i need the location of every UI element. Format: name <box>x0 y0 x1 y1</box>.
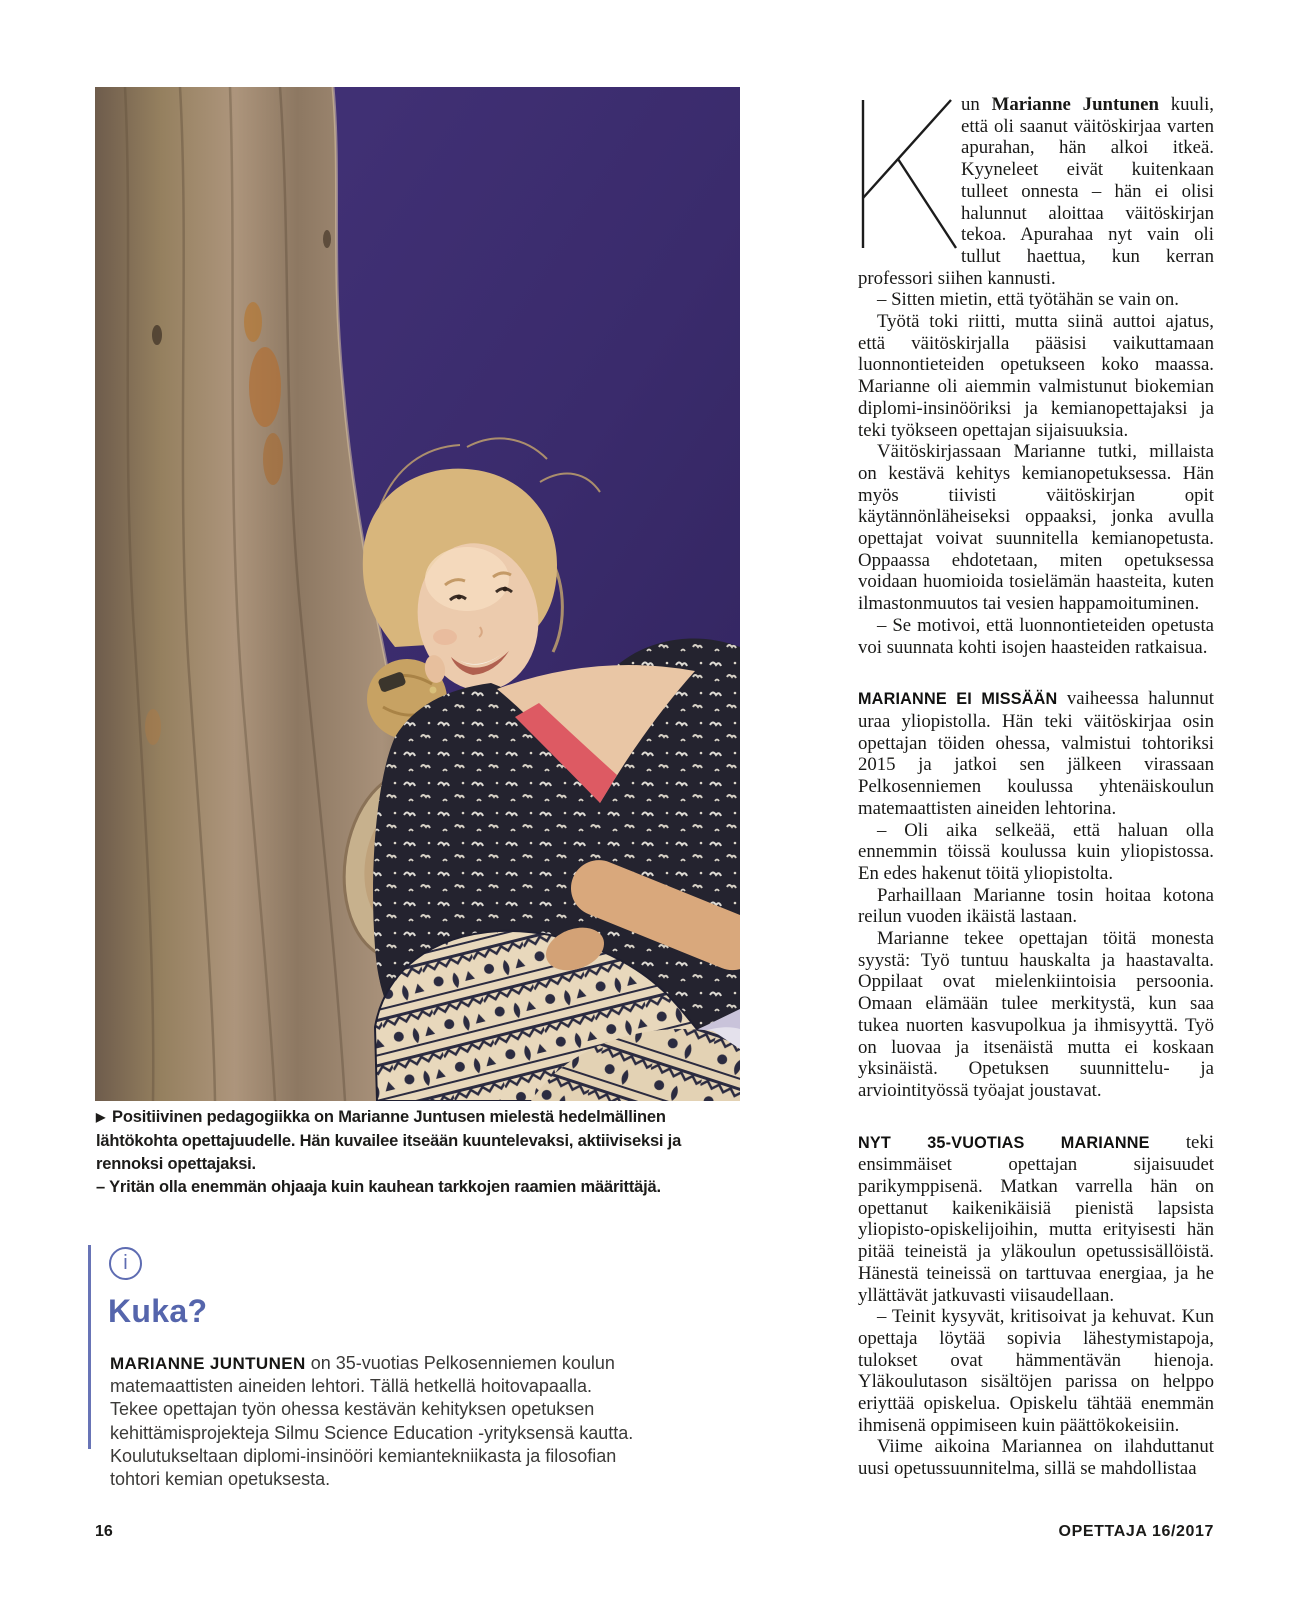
article-bold-name: Marianne Juntunen <box>991 94 1159 115</box>
article-paragraph <box>858 1132 1214 1307</box>
info-icon <box>109 1247 142 1280</box>
article-text: – Oli aika selkeää, että haluan olla ennemmin töissä koulussa kuin yliopistossa. En edes hakenut töitä yliopistolta. <box>858 819 1214 884</box>
article-text: Marianne tekee opettajan töitä monesta syystä: Työ tuntuu hauskalta ja haastavalta. Oppilaat ovat mielenkiintoisia persoonia. Omaan elämään tulee merkitystä, kun saa tukea nuorten kasvupolkua ja ihmisyyttä. Työ on luovaa ja itsenäistä mutta ei koskaan yksinäistä. Opetuksen suunnittelu- ja arviointityössä työajat joustavat. <box>858 928 1214 1101</box>
article-paragraph <box>858 1436 1214 1479</box>
infobox-title: Kuka? <box>108 1293 208 1329</box>
article-text: Työtä toki riitti, mutta siinä auttoi ajatus, että väitöskirjalla pääsisi vaikuttamaan luonnontieteiden opetukseen koko maassa. Marianne oli aiemmin valmistunut biokemian diplomi-insinööriksi ja kemianopettajaksi ja teki työkseen opettajan sijaisuuksia. <box>858 311 1214 441</box>
infobox-text: on 35-vuotias Pelkosenniemen koulun matemaattisten aineiden lehtori. Tällä hetkellä hoitovapaalla. <box>110 1353 615 1397</box>
article-text: – Sitten mietin, että työtähän se vain on. <box>877 289 1180 311</box>
portrait-photo-illustration <box>95 87 740 1101</box>
article-text: un <box>961 94 992 115</box>
page-number: 16 <box>95 1523 113 1540</box>
article-paragraph <box>858 615 1214 658</box>
article-column <box>858 94 1214 1480</box>
photo-caption <box>96 1106 751 1199</box>
earring <box>430 687 437 694</box>
article-section-lead: NYT 35-VUOTIAS MARIANNE <box>858 1133 1150 1152</box>
infobox-paragraph: Tekee opettajan työn ohessa kestävän kehityksen opetuksen kehittämisprojekteja Silmu Science Education -yrityksensä kautta. Koulutukseltaan diplomi-insinööri kemiantekniikasta ja filosofian tohtori kemian opetuksesta. <box>110 1399 634 1490</box>
infobox-lead: MARIANNE JUNTUNEN <box>110 1354 306 1373</box>
article-paragraph <box>858 311 1214 441</box>
article-paragraph <box>858 1306 1214 1436</box>
article-text: vaiheessa halunnut uraa yliopistolla. Hän teki väitöskirjaa osin opettajan töiden ohessa, valmistui tohtoriksi 2015 ja jatkoi sen jälkeen virassaan Pelkosenniemen koulussa yhtenäiskoulun matemaattisten aineiden lehtorina. <box>858 688 1215 819</box>
caption-arrow-icon: ▶ <box>96 1110 106 1124</box>
infobox-body <box>110 1352 658 1491</box>
article-text: kuuli, että oli saanut väitöskirjaa varten apurahan, hän alkoi itkeä. Kyyneleet eivät kuitenkaan tulleet onnesta – hän ei olisi halunnut aloittaa väitöskirjan tekoa. Apurahaa nyt vain oli tullut haettua, kun kerran professori siihen kannusti. <box>858 94 1214 289</box>
dropcap-letter <box>858 98 958 250</box>
caption-text: Positiivinen pedagogiikka on Marianne Juntusen mielestä hedelmällinen lähtökohta opettajuudelle. Hän kuvailee itseään kuuntelevaksi, aktiiviseksi ja rennoksi opettajaksi. <box>96 1108 682 1173</box>
article-paragraph <box>858 441 1214 615</box>
portrait-photo <box>95 87 740 1101</box>
infobox-rule <box>88 1245 91 1449</box>
article-text: Parhaillaan Marianne tosin hoitaa kotona reilun vuoden ikäistä lastaan. <box>858 884 1214 928</box>
caption-quote: – Yritän olla enemmän ohjaaja kuin kauhean tarkkojen raamien määrittäjä. <box>96 1178 661 1196</box>
magazine-issue: OPETTAJA 16/2017 <box>1058 1523 1214 1540</box>
article-paragraphs <box>858 94 1214 1480</box>
article-section-lead: MARIANNE EI MISSÄÄN <box>858 690 1058 709</box>
article-text: Viime aikoina Mariannea on ilahduttanut uusi opetussuunnitelma, sillä se mahdollistaa <box>858 1436 1214 1480</box>
article-paragraph <box>858 688 1214 819</box>
article-text: – Se motivoi, että luonnontieteiden opetusta voi suunnata kohti isojen haasteiden ratkaisua. <box>858 614 1214 658</box>
article-paragraph <box>858 820 1214 885</box>
article-text: – Teinit kysyvät, kritisoivat ja kehuvat. Kun opettaja löytää sopivia lähestymistapoja, tulokset ovat hämmentävän hienoja. Yläkoulutason sisältöjen parissa on helppo eriyttää opiskelua. Opiskelu tähtää enemmän ihmisenä oppimiseen kuin päättökokeisiin. <box>858 1306 1214 1436</box>
article-text: Väitöskirjassaan Marianne tutki, millaista on kestävä kehitys kemianopetuksessa. Hän myös tiivisti väitöskirjan opit käytännönläheiseksi oppaaksi, jonka avulla opettajat voivat suunnitella kemianopetusta. Oppaassa ehdotetaan, miten opetuksessa voidaan huomioida tosielämän haasteita, kuten ilmastonmuutos tai vesien happamoituminen. <box>858 441 1214 615</box>
infobox-paragraph <box>110 1352 658 1398</box>
article-paragraph <box>858 289 1214 311</box>
article-paragraph <box>858 885 1214 928</box>
article-paragraph <box>858 928 1214 1102</box>
info-icon-letter: i <box>123 1252 128 1274</box>
article-text: teki ensimmäiset opettajan sijaisuudet parikymppisenä. Matkan varrella hän on opettanut kaikenikäisiä pienistä lapsista yliopisto-opiskelijoihin, mutta erityisesti hän pitää teineistä ja yläkoulun opetussisällöistä. Hänestä teineissä on tarttuvaa energiaa, ja he yllättävät jatkuvasti viisaudellaan. <box>858 1131 1214 1306</box>
